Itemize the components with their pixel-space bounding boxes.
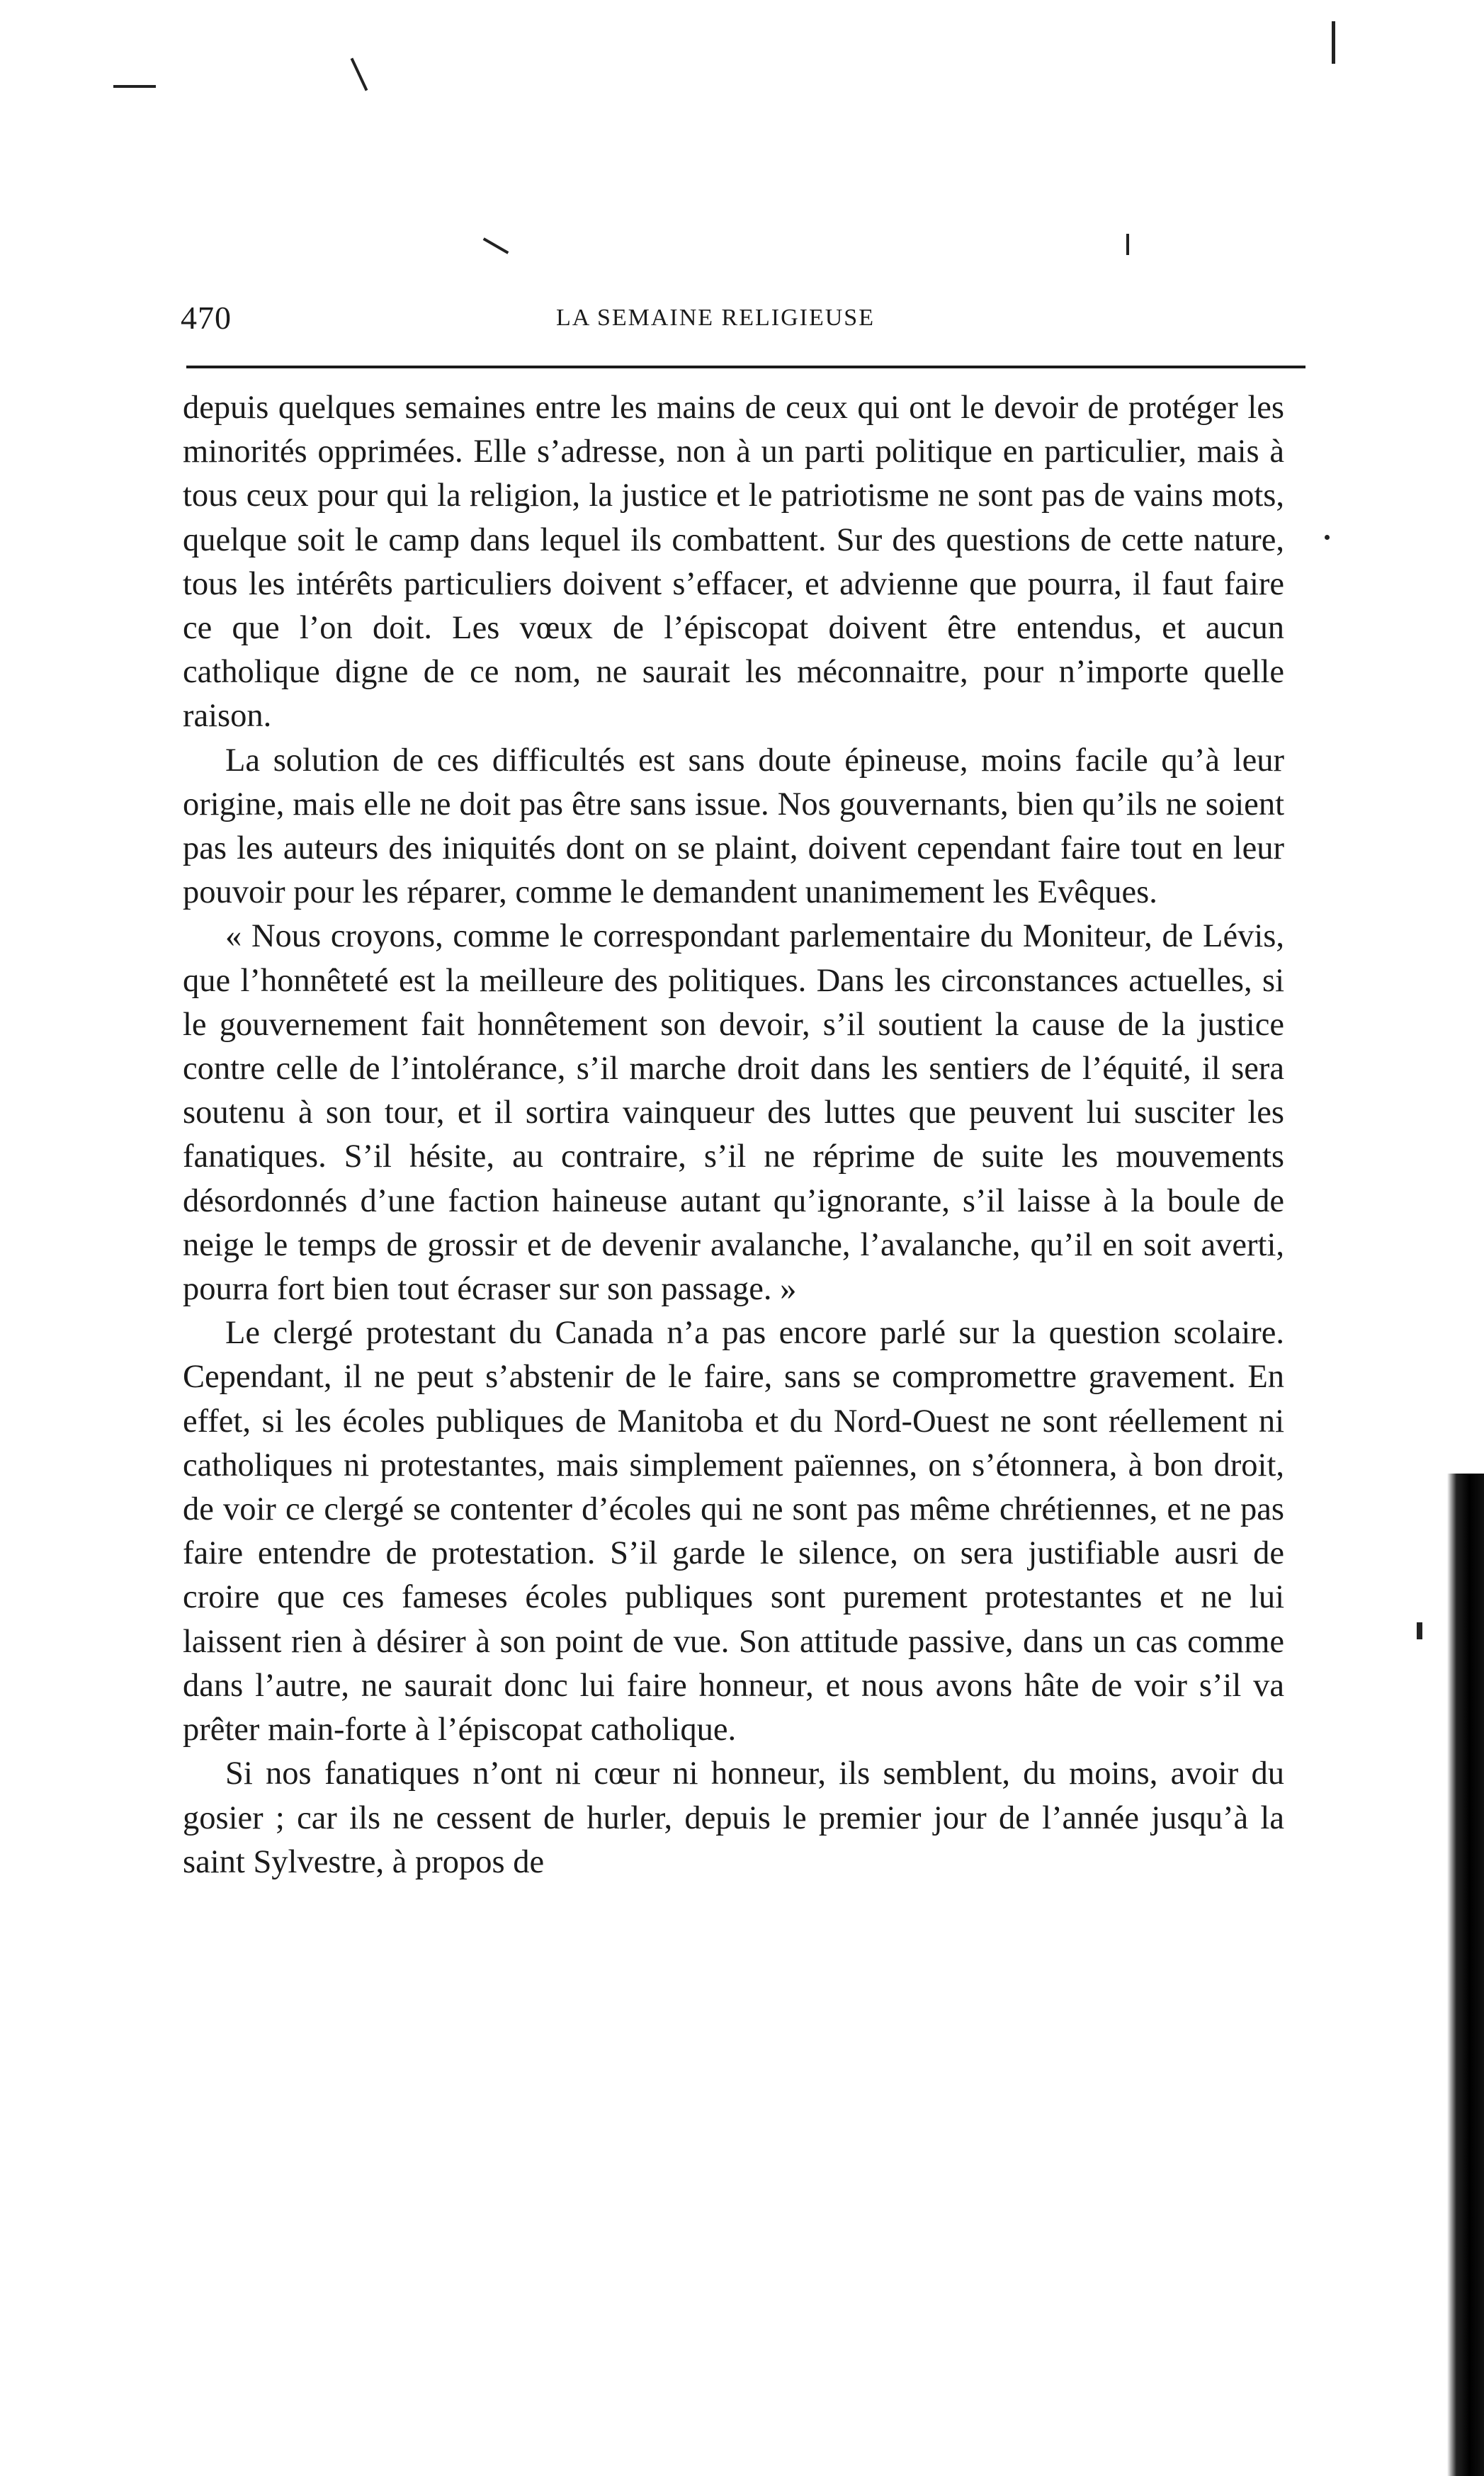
paragraph-3-quotation: « Nous croyons, comme le correspondant parlementaire du Moniteur, de Lévis, que l’honnêteté est la meilleure des politiques. Dans les circonstances actuelles, si le gouvernement fait honnêtement son devoir, s’il soutient la cause de la justice contre celle de l’intolérance, s’il marche droit dans les sentiers de l’équité, il sera soutenu à son tour, et il sortira vainqueur des luttes que peuvent lui susciter les fanatiques. S’il hésite, au contraire, s’il ne réprime de suite les mouvements désordonnés d’une faction haineuse autant qu’ignorante, s’il laisse à la boule de neige le temps de grossir et de devenir avalanche, l’avalanche, qu’il en soit averti, pourra fort bien tout écraser sur son passage. » <box>183 918 1284 1308</box>
scan-speck <box>483 237 509 254</box>
header-rule <box>186 366 1305 368</box>
page-header <box>181 289 1293 346</box>
paragraph-4: Le clergé protestant du Canada n’a pas encore parlé sur la question scolaire. Cependant, il ne peut s’abstenir de le faire, sans se compromettre gravement. En effet, si les écoles publiques de Manitoba et du Nord-Ouest ne sont réellement ni catholiques ni protestantes, mais simplement païennes, on s’étonnera, à bon droit, de voir ce clergé se contenter d’écoles qui ne sont pas même chrétiennes, et ne pas faire entendre de protestation. S’il garde le silence, on sera justifiable ausri de croire que ces fameses écoles publiques sont purement protestantes et ne lui laissent rien à désirer à son point de vue. Son attitude passive, dans un cas comme dans l’autre, ne saurait donc lui faire honneur, et nous avons hâte de voir s’il va prêter main-forte à l’épiscopat catholique. <box>183 1315 1284 1748</box>
scan-speck <box>1126 234 1129 255</box>
scan-speck <box>113 85 156 88</box>
paragraph-2: La solution de ces difficultés est sans doute épineuse, moins facile qu’à leur origine, mais elle ne doit pas être sans issue. Nos gouvernants, bien qu’ils ne soient pas les auteurs des iniquités dont on se plaint, doivent cependant faire tout en leur pouvoir pour les réparer, comme le demandent unanimement les Evêques. <box>183 742 1284 911</box>
scan-speck <box>1325 535 1330 540</box>
scan-speck <box>1417 1622 1422 1639</box>
paragraph-1: depuis quelques semaines entre les mains de ceux qui ont le devoir de protéger les minorités opprimées. Elle s’adresse, non à un parti politique en particulier, mais à tous ceux pour qui la religion, la justice et le patriotisme ne sont pas de vains mots, quelque soit le camp dans lequel ils combattent. Sur des questions de cette nature, tous les intérêts particuliers doivent s’effacer, et advienne que pourra, il faut faire ce que l’on doit. Les vœux de l’épiscopat doivent être entendus, et aucun catholique digne de ce nom, ne saurait les méconnaitre, pour n’importe quelle raison. <box>183 390 1284 735</box>
page-number: 470 <box>181 300 232 336</box>
running-title: LA SEMAINE RELIGIEUSE <box>556 305 875 331</box>
binding-shadow <box>1447 1474 1484 2476</box>
paragraph-5: Si nos fanatiques n’ont ni cœur ni honneur, ils semblent, du moins, avoir du gosier ; car ils ne cessent de hurler, depuis le premier jour de l’année jusqu’à la saint Sylvestre, à propos de <box>183 1756 1284 1880</box>
scan-speck <box>1332 21 1335 64</box>
scan-speck <box>351 57 368 91</box>
body-text <box>183 386 1284 1884</box>
